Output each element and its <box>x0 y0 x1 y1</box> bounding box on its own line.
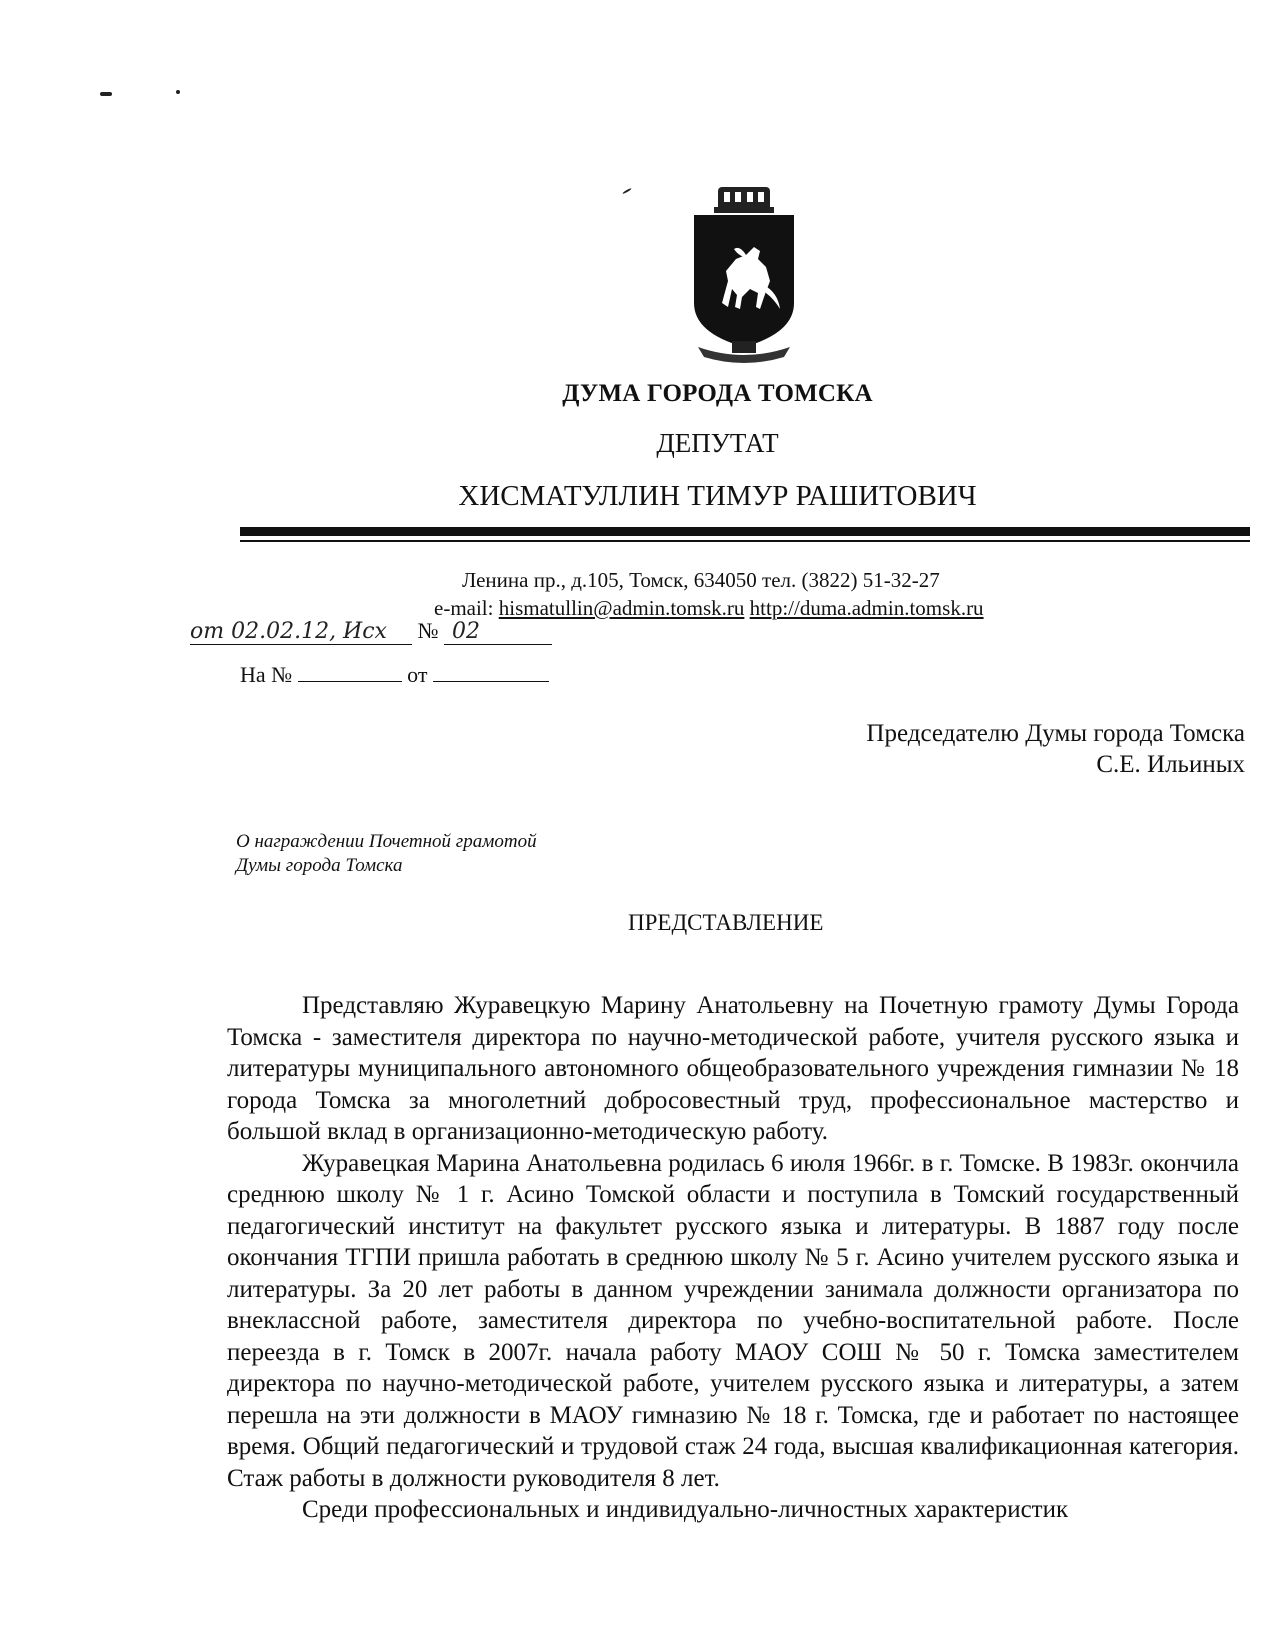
body-paragraph: Среди профессиональных и индивидуально-личностных характеристик <box>302 1496 1069 1523</box>
subject-line: О награждении Почетной грамотой <box>236 831 537 852</box>
subject-block <box>236 830 537 878</box>
addressee-title: Председателю Думы города Томска <box>866 720 1245 747</box>
incoming-reference <box>240 662 549 688</box>
position-title: ДЕПУТАТ <box>656 428 779 458</box>
document-body <box>227 990 1239 1526</box>
header-divider-thick <box>240 527 1250 536</box>
scan-speck <box>622 188 632 195</box>
body-paragraph: Журавецкая Марина Анатольевна родилась 6 июля 1966г. в г. Томске. В 1983г. окончила среднюю школу № 1 г. Асино Томской области и поступила в Томский государственный педагогический институт на факультет русского языка и литературы. В 1887 году после окончания ТГПИ пришла работать в среднюю школу № 5 г. Асино учителем русского языка и литературы. За 20 лет работы в данном учреждении занимала должности организатора по внеклассной работе, заместителя директора по учебно-воспитательной работе. После переезда в г. Томск в 2007г. начала работу МАОУ СОШ № 50 г. Томска заместителем директора по научно-методической работе, учителем русского языка и литературы, а затем перешла на эти должности в МАОУ гимназию № 18 г. Томска, где и работает по настоящее время. Общий педагогический и трудовой стаж 24 года, высшая квалификационная категория. Стаж работы в должности руководителя 8 лет. <box>227 1149 1239 1492</box>
header-divider-thin <box>240 540 1250 542</box>
email-link[interactable]: hismatullin@admin.tomsk.ru <box>498 596 745 620</box>
coat-of-arms-emblem <box>684 185 804 370</box>
handwritten-date: от 02.02.12, Исх <box>190 619 412 645</box>
scan-speck <box>176 90 180 94</box>
body-paragraph: Представляю Журавецкую Марину Анатольевну на Почетную грамоту Думы Города Томска - заместителя директора по научно-методической работе, учителя русского языка и литературы муниципального автономного общеобразовательного учреждения гимназии № 18 города Томска за многолетний добросовестный труд, профессиональное мастерство и большой вклад в организационно-методическую работу. <box>227 992 1239 1145</box>
document-title: ПРЕДСТАВЛЕНИЕ <box>628 910 824 935</box>
subject-line: Думы города Томска <box>236 855 403 876</box>
outgoing-number-label: № <box>417 618 439 643</box>
incoming-date-label: от <box>407 662 428 687</box>
email-label: e-mail: <box>434 596 494 620</box>
handwritten-number: 02 <box>444 619 552 645</box>
scan-speck <box>100 92 112 96</box>
incoming-date-blank <box>433 681 549 682</box>
addressee-name: С.Е. Ильиных <box>1096 751 1245 778</box>
website-link[interactable]: http://duma.admin.tomsk.ru <box>749 596 984 620</box>
incoming-number-blank <box>298 681 402 682</box>
deputy-name: ХИСМАТУЛЛИН ТИМУР РАШИТОВИЧ <box>458 480 977 512</box>
organization-name: ДУМА ГОРОДА ТОМСКА <box>562 380 873 407</box>
outgoing-reference <box>190 618 552 645</box>
incoming-number-label: На № <box>240 662 293 687</box>
addressee-block <box>866 718 1245 780</box>
contact-address: Ленина пр., д.105, Томск, 634050 тел. (3822) 51-32-27 <box>462 568 940 592</box>
